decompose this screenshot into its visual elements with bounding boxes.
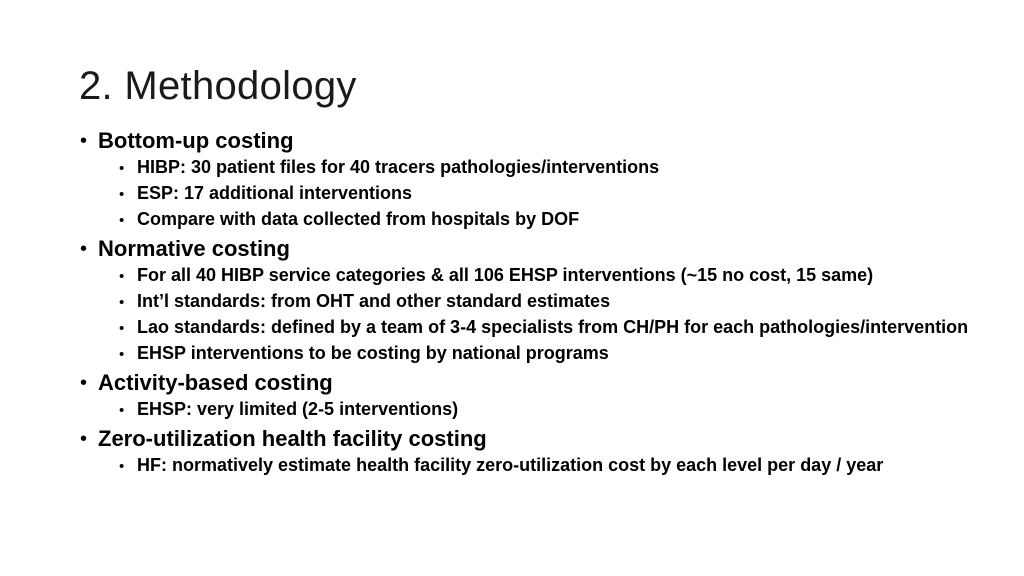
bullet-icon: • [119,268,125,285]
bullet-icon: • [80,428,88,450]
list-item [118,291,1000,312]
list-item [118,157,1000,178]
list-item [118,265,1000,286]
bullet-icon: • [80,238,88,260]
list-item [118,399,1000,420]
section-activity-based-costing [80,370,1000,396]
sub-list [118,265,1000,364]
bullet-icon: • [119,186,125,203]
sub-list [118,455,1000,476]
list-item [118,209,1000,230]
list-item-text: Compare with data collected from hospitals by DOF [137,209,580,229]
slide-title: 2. Methodology [79,64,357,108]
section-heading: Zero-utilization health facility costing [98,426,487,451]
sub-list [118,399,1000,420]
bullet-icon: • [119,402,125,419]
section-heading: Activity-based costing [98,370,333,395]
list-item-text: ESP: 17 additional interventions [137,183,413,203]
list-item-text: EHSP: very limited (2-5 interventions) [137,399,459,419]
list-item [118,317,1000,338]
bullet-icon: • [119,212,125,229]
bullet-icon: • [119,458,125,475]
section-heading: Normative costing [98,236,290,261]
bullet-icon: • [119,160,125,177]
list-item-text: Lao standards: defined by a team of 3-4 specialists from CH/PH for each pathologies/intervention [137,317,969,337]
bullet-icon: • [80,372,88,394]
list-item-text: Int’l standards: from OHT and other standard estimates [137,291,611,311]
bullet-icon: • [119,320,125,337]
slide-content [80,128,1000,476]
section-zero-utilization-costing [80,426,1000,452]
bullet-icon: • [119,294,125,311]
section-heading: Bottom-up costing [98,128,294,153]
list-item [118,343,1000,364]
section-bottom-up-costing [80,128,1000,154]
list-item-text: HF: normatively estimate health facility zero-utilization cost by each level per day / year [137,455,884,475]
list-item [118,455,1000,476]
sub-list [118,157,1000,230]
list-item-text: EHSP interventions to be costing by national programs [137,343,609,363]
section-normative-costing [80,236,1000,262]
list-item-text: For all 40 HIBP service categories & all 106 EHSP interventions (~15 no cost, 15 same) [137,265,874,285]
bullet-icon: • [119,346,125,363]
list-item [118,183,1000,204]
list-item-text: HIBP: 30 patient files for 40 tracers pathologies/interventions [137,157,660,177]
bullet-icon: • [80,130,88,152]
